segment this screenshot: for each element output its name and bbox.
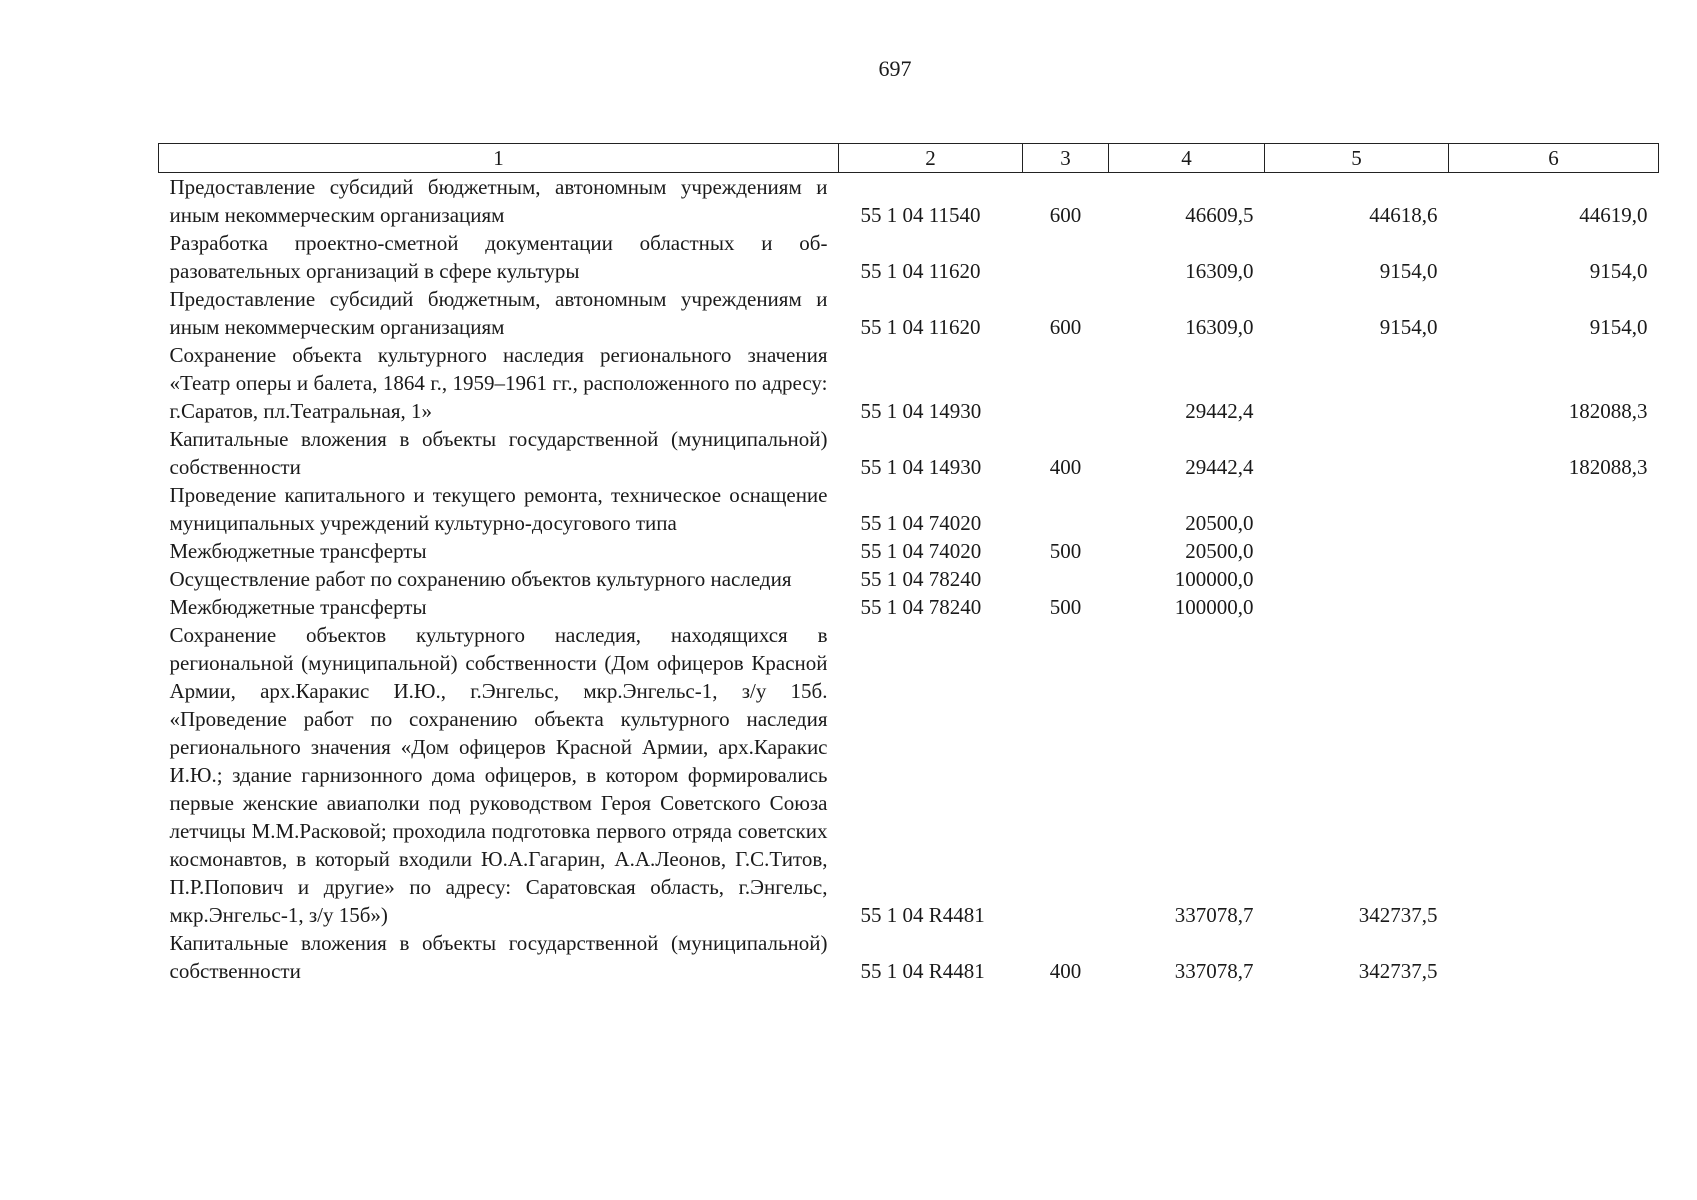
row-amount-col4: 16309,0 [1185, 259, 1254, 283]
header-col-3: 3 [1023, 144, 1109, 173]
row-name: Предоставление субсидий бюджетным, автономным учреждениям и иным некоммерческим организациям [169, 287, 828, 339]
header-row [159, 144, 1659, 173]
row-expense-type [1023, 565, 1109, 593]
row-amount-col4: 29442,4 [1185, 399, 1254, 423]
header-col-6: 6 [1449, 144, 1659, 173]
row-name: Предоставление субсидий бюджетным, автономным учреждениям и иным некоммерческим организациям [169, 175, 828, 227]
row-amount-col4: 29442,4 [1185, 455, 1254, 479]
row-amount-col4: 16309,0 [1185, 315, 1254, 339]
row-amount-col5: 342737,5 [1358, 903, 1438, 927]
row-amount-col4: 20500,0 [1185, 539, 1254, 563]
row-name: Межбюджетные трансферты [169, 539, 427, 563]
row-expense-type: 600 [1049, 203, 1082, 227]
row-expense-type [1023, 481, 1109, 537]
table-row [159, 929, 1659, 985]
row-amount-col5: 9154,0 [1379, 259, 1438, 283]
row-amount-col4: 100000,0 [1174, 595, 1254, 619]
row-target-article: 55 1 04 14930 [860, 455, 982, 479]
table-row [159, 229, 1659, 285]
row-name: Сохранение объекта культурного наследия регионального значения «Театр оперы и балета, 1864 г., 1959–1961 гг., расположенного по адресу: г.Саратов, пл.Театральная, 1» [169, 343, 828, 423]
table-row [159, 173, 1659, 230]
table-row [159, 425, 1659, 481]
table-row [159, 593, 1659, 621]
row-name: Сохранение объектов культурного наследия, находящихся в региональной (муниципальной) собственности (Дом офицеров Красной Армии, арх.Каракис И.Ю., г.Энгельс, мкр.Энгельс-1, з/у 15б. «Проведение работ по сохранению объекта культурного наследия регионального значения «Дом офицеров Красной Армии, арх.Каракис И.Ю.; здание гарнизонного дома офицеров, в котором формировались первые женские авиаполки под руководством Героя Советского Союза летчицы М.М.Расковой; проходила подготовка первого отряда советских космонавтов, в который входили Ю.А.Гагарин, А.А.Леонов, Г.С.Титов, П.Р.Попович и другие» по адресу: Саратовская область, г.Энгельс, мкр.Энгельс-1, з/у 15б») [169, 623, 828, 927]
row-amount-col6: 9154,0 [1589, 315, 1648, 339]
row-name: Осуществление работ по сохранению объектов культурного наследия [169, 567, 792, 591]
row-amount-col6 [1449, 929, 1659, 985]
row-expense-type: 500 [1049, 595, 1082, 619]
table-row [159, 285, 1659, 341]
table-row [159, 537, 1659, 565]
table-row [159, 621, 1659, 929]
row-target-article: 55 1 04 78240 [860, 567, 982, 591]
row-amount-col5 [1265, 425, 1449, 481]
row-amount-col6: 44619,0 [1579, 203, 1648, 227]
row-target-article: 55 1 04 74020 [860, 511, 982, 535]
row-amount-col5 [1265, 565, 1449, 593]
row-expense-type: 600 [1049, 315, 1082, 339]
row-amount-col5 [1265, 341, 1449, 425]
row-target-article: 55 1 04 14930 [860, 399, 982, 423]
header-col-5: 5 [1265, 144, 1449, 173]
budget-table [158, 143, 1659, 985]
row-amount-col5 [1265, 481, 1449, 537]
row-expense-type [1023, 229, 1109, 285]
row-amount-col6 [1449, 537, 1659, 565]
table-header [159, 144, 1659, 173]
row-amount-col5: 9154,0 [1379, 315, 1438, 339]
row-name: Проведение капитального и текущего ремонта, техническое оснащение муниципальных учреждений культурно-досугового типа [169, 483, 828, 535]
row-target-article: 55 1 04 R4481 [860, 959, 985, 983]
row-name: Межбюджетные трансферты [169, 595, 427, 619]
page-number: 697 [878, 56, 912, 81]
row-amount-col5 [1265, 537, 1449, 565]
table-row [159, 565, 1659, 593]
row-expense-type [1023, 341, 1109, 425]
row-target-article: 55 1 04 78240 [860, 595, 982, 619]
table-body [159, 173, 1659, 986]
row-amount-col5 [1265, 593, 1449, 621]
row-target-article: 55 1 04 11620 [860, 259, 981, 283]
row-amount-col6 [1449, 621, 1659, 929]
row-name: Капитальные вложения в объекты государственной (муниципальной) собственности [169, 427, 828, 479]
row-amount-col5: 342737,5 [1358, 959, 1438, 983]
row-target-article: 55 1 04 74020 [860, 539, 982, 563]
header-col-1: 1 [159, 144, 839, 173]
row-amount-col4: 100000,0 [1174, 567, 1254, 591]
row-target-article: 55 1 04 11540 [860, 203, 981, 227]
row-expense-type [1023, 621, 1109, 929]
row-amount-col5: 44618,6 [1369, 203, 1438, 227]
row-amount-col6: 182088,3 [1568, 455, 1648, 479]
row-amount-col4: 337078,7 [1174, 959, 1254, 983]
row-name: Разработка проектно-сметной документации областных и образовательных организаций в сфере культуры [169, 231, 828, 283]
table-row [159, 481, 1659, 537]
row-amount-col6 [1449, 593, 1659, 621]
row-amount-col4: 337078,7 [1174, 903, 1254, 927]
row-amount-col4: 20500,0 [1185, 511, 1254, 535]
row-expense-type: 400 [1049, 455, 1082, 479]
row-amount-col6: 182088,3 [1568, 399, 1648, 423]
header-col-2: 2 [839, 144, 1023, 173]
table-row [159, 341, 1659, 425]
row-amount-col6: 9154,0 [1589, 259, 1648, 283]
row-expense-type: 400 [1049, 959, 1082, 983]
row-target-article: 55 1 04 11620 [860, 315, 981, 339]
row-amount-col4: 46609,5 [1185, 203, 1254, 227]
row-target-article: 55 1 04 R4481 [860, 903, 985, 927]
row-amount-col6 [1449, 565, 1659, 593]
header-col-4: 4 [1109, 144, 1265, 173]
row-amount-col6 [1449, 481, 1659, 537]
row-name: Капитальные вложения в объекты государственной (муниципальной) собственности [169, 931, 828, 983]
row-expense-type: 500 [1049, 539, 1082, 563]
